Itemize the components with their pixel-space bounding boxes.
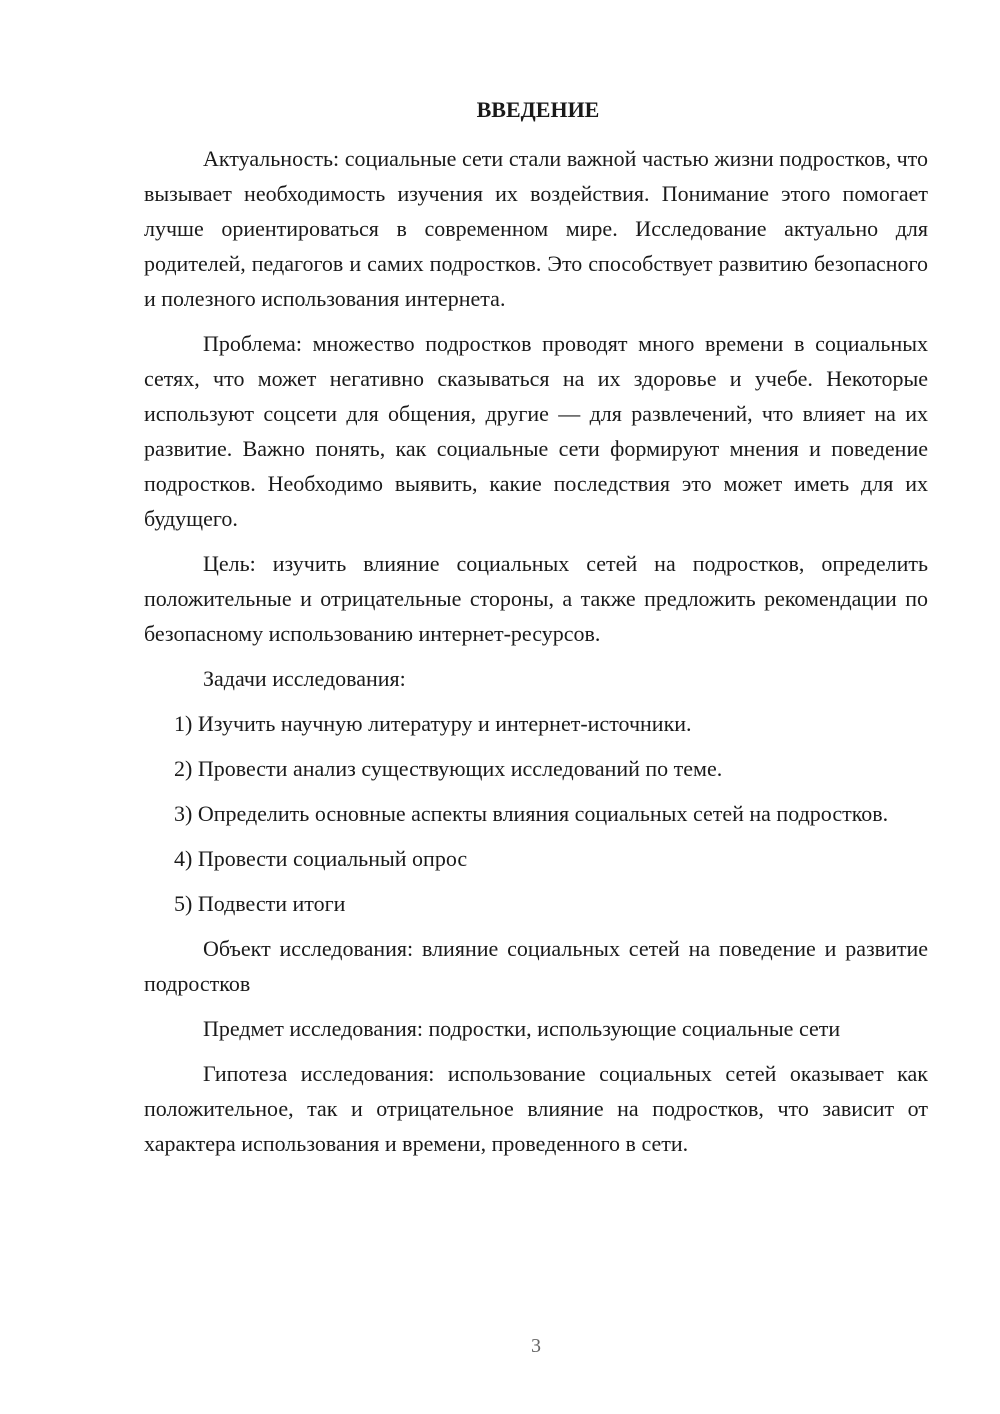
subject-paragraph: Предмет исследования: подростки, использующие социальные сети <box>203 1016 841 1041</box>
problem-paragraph: Проблема: множество подростков проводят много времени в социальных сетях, что может негативно сказываться на их здоровье и учебе. Некоторые используют соцсети для общения, другие — для развлечений, что влияет на их развитие. Важно понять, как социальные сети формируют мнения и поведение подростков. Необходимо выявить, какие последствия это может иметь для их будущего. <box>144 331 928 531</box>
relevance-paragraph: Актуальность: социальные сети стали важной частью жизни подростков, что вызывает необходимость изучения их воздействия. Понимание этого помогает лучше ориентироваться в современном мире. Исследование актуально для родителей, педагогов и самих подростков. Это способствует развитию безопасного и полезного использования интернета. <box>144 146 928 311</box>
task-item: 3) Определить основные аспекты влияния социальных сетей на подростков. <box>174 801 889 826</box>
object-paragraph: Объект исследования: влияние социальных сетей на поведение и развитие подростков <box>144 936 928 996</box>
task-item: 1) Изучить научную литературу и интернет-источники. <box>174 711 692 736</box>
task-item: 4) Провести социальный опрос <box>174 846 468 871</box>
page-number: 3 <box>531 1335 541 1357</box>
section-title: ВВЕДЕНИЕ <box>476 97 600 122</box>
task-item: 5) Подвести итоги <box>174 891 346 916</box>
tasks-heading: Задачи исследования: <box>203 666 406 691</box>
document-body <box>144 92 928 1171</box>
task-item: 2) Провести анализ существующих исследований по теме. <box>174 756 723 781</box>
hypothesis-paragraph: Гипотеза исследования: использование социальных сетей оказывает как положительное, так и отрицательное влияние на подростков, что зависит от характера использования и времени, проведенного в сети. <box>144 1061 928 1156</box>
goal-paragraph: Цель: изучить влияние социальных сетей на подростков, определить положительные и отрицательные стороны, а также предложить рекомендации по безопасному использованию интернет-ресурсов. <box>144 551 928 646</box>
